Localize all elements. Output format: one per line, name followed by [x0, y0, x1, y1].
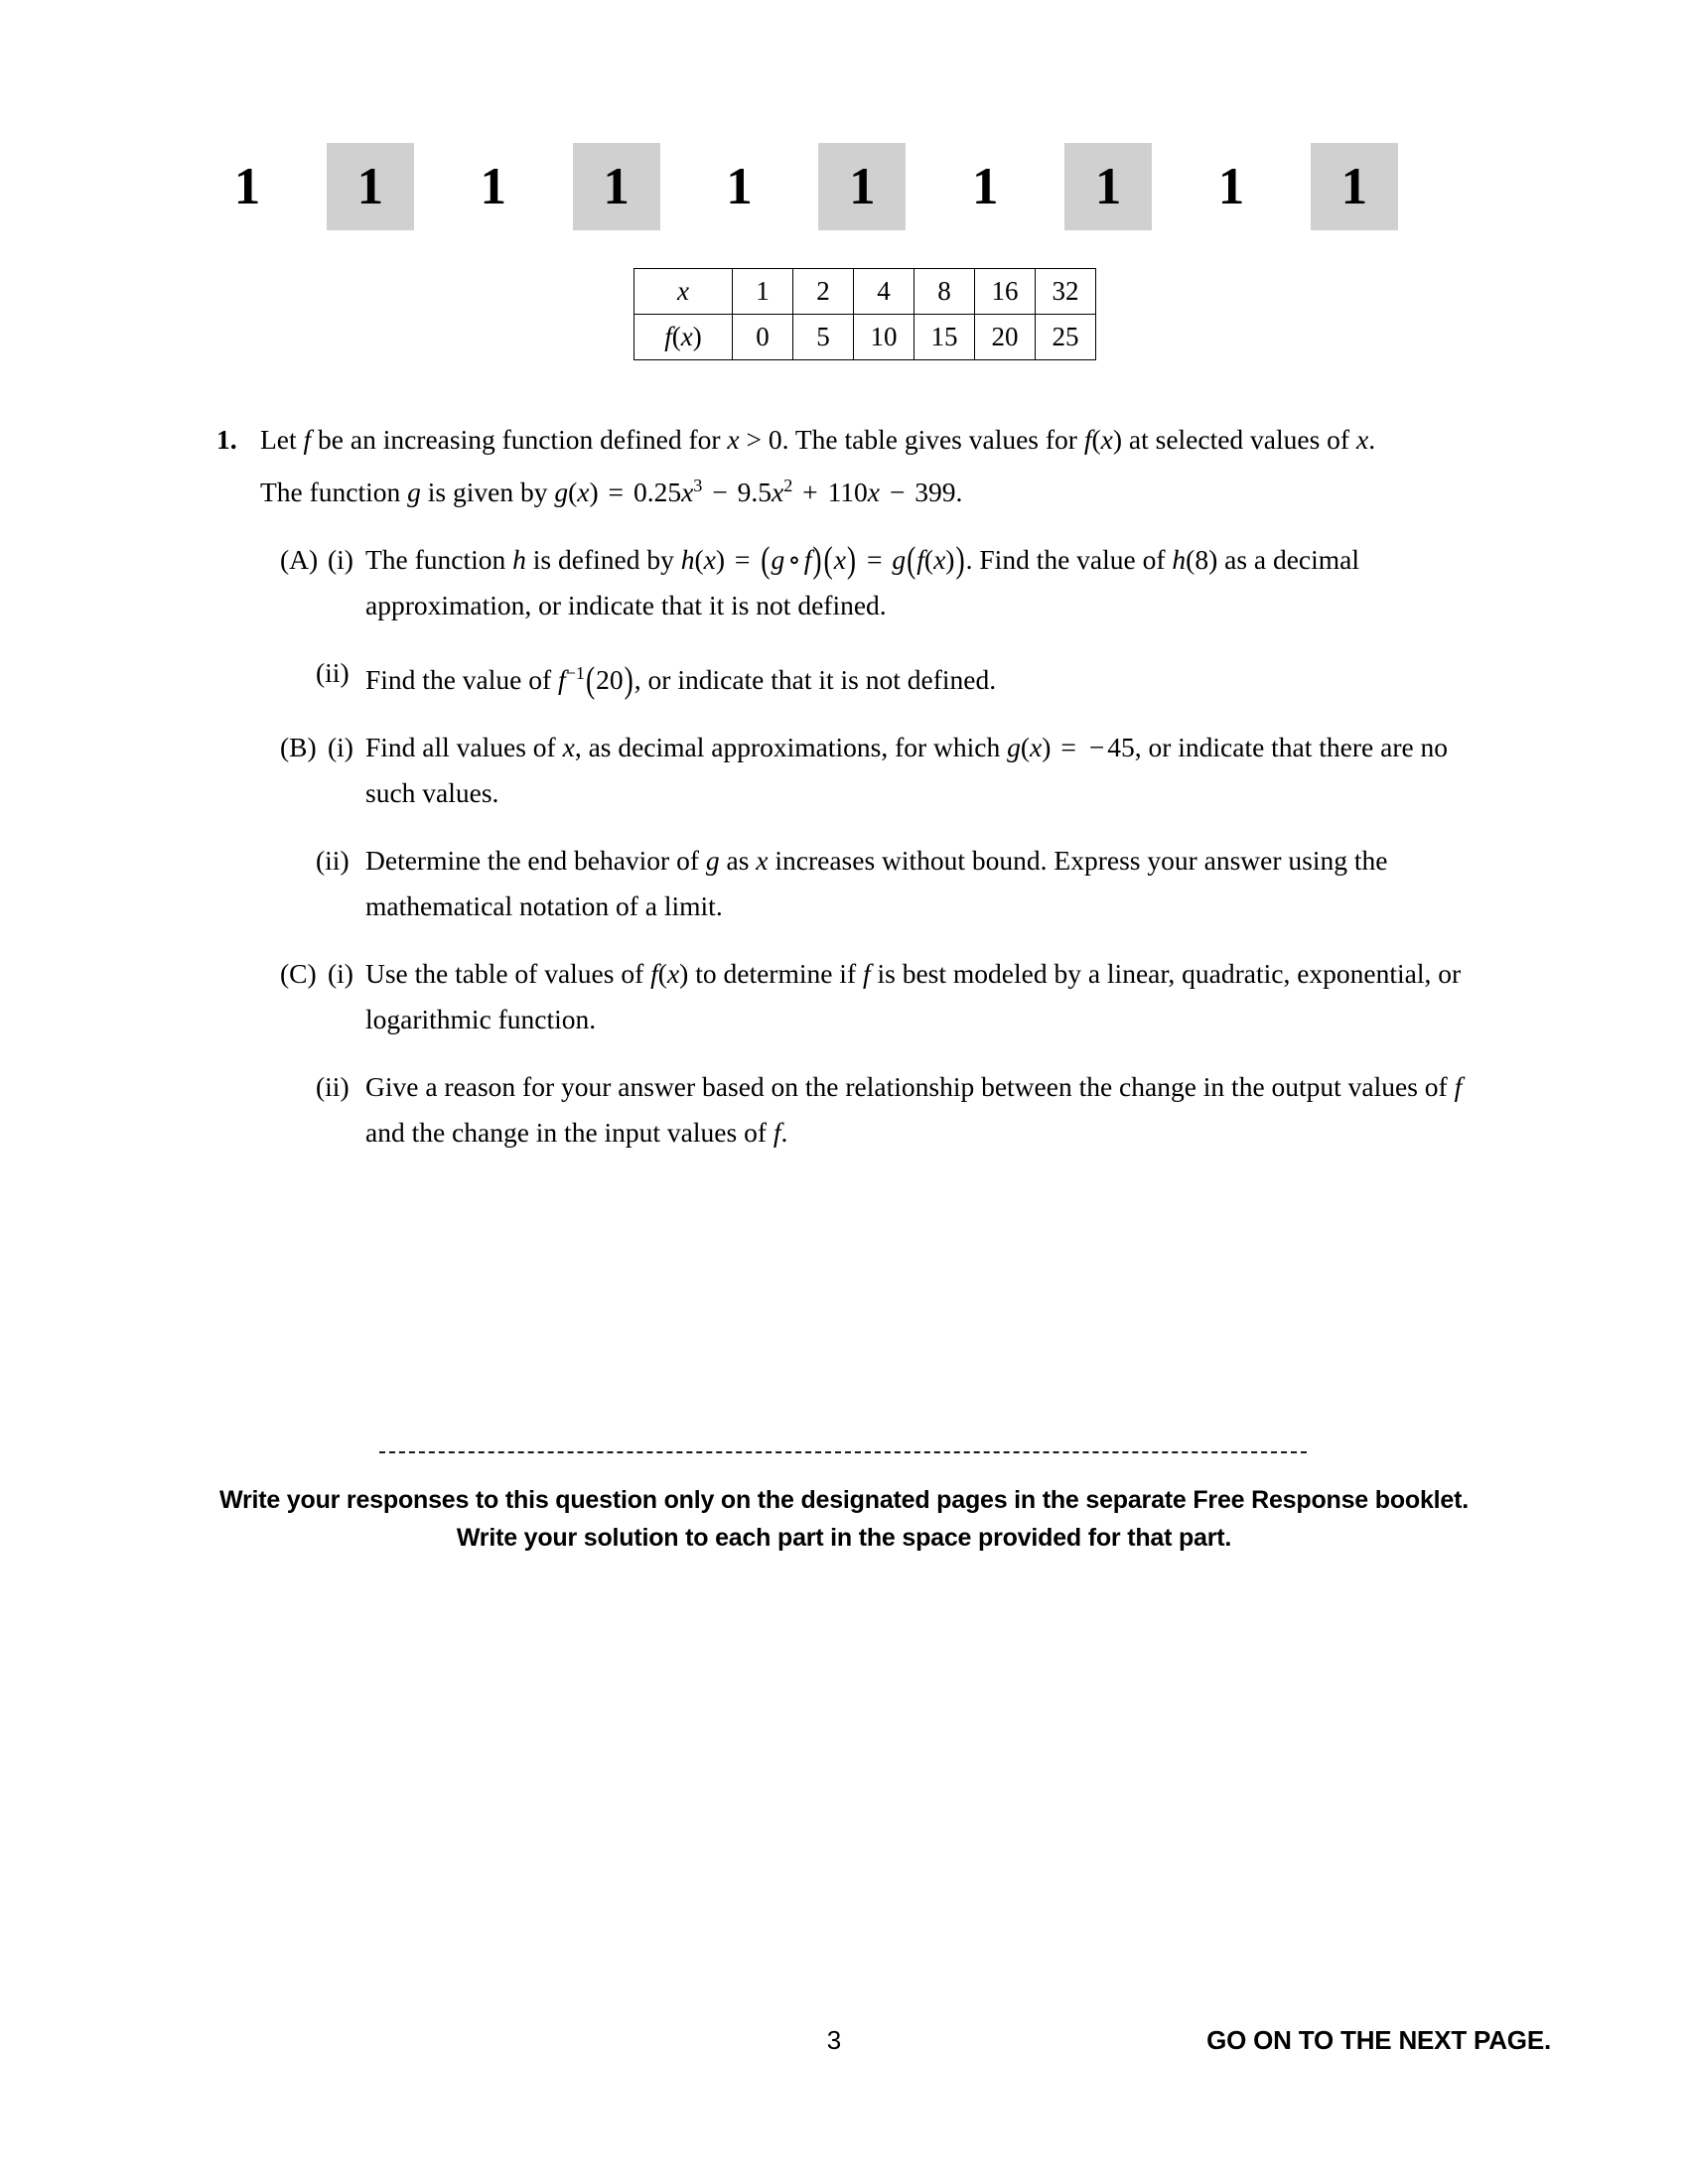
header-mark-1: 1: [233, 157, 261, 215]
part-B-item-ii-text: Determine the end behavior of g as x increases without bound. Express your answer using the mathematical notation of a limit.: [365, 845, 1388, 922]
part-A-roman-ii: (ii): [316, 657, 350, 689]
dashed-divider: [379, 1451, 1307, 1453]
header-question-marks: [216, 139, 1398, 234]
header-mark-8: 1: [1064, 143, 1152, 230]
table-cell-fx-3: 10: [854, 315, 914, 360]
part-A-roman-i: (i): [328, 544, 353, 576]
header-mark-6: 1: [818, 143, 906, 230]
part-A-item-i: [0, 537, 1688, 628]
part-B-roman-i: (i): [328, 732, 353, 763]
table-row-label-x: x: [634, 269, 733, 315]
table-cell-fx-1: 0: [733, 315, 793, 360]
part-C-roman-i: (i): [328, 958, 353, 990]
question-number: 1.: [216, 424, 237, 455]
table-cell-x-2: 2: [793, 269, 854, 315]
part-C-item-i: [0, 951, 1688, 1042]
part-B-roman-ii: (ii): [316, 845, 350, 877]
table-row-label-fx: f(x): [634, 315, 733, 360]
response-instructions: [0, 1481, 1688, 1557]
header-mark-3: 1: [480, 157, 506, 215]
part-A-item-ii-text: Find the value of $f^{-1}(20)$, or indicate that it is not defined.: [365, 658, 997, 701]
table-row-fx: [634, 315, 1096, 360]
question-body: [0, 417, 1688, 1156]
part-C-item-ii-text: Give a reason for your answer based on the relationship between the change in the output values of f and the change in the input values of f.: [365, 1071, 1463, 1149]
part-B-item-i: [0, 725, 1688, 816]
part-C-item-ii: [0, 1064, 1688, 1156]
table-cell-x-6: 32: [1036, 269, 1096, 315]
header-mark-4: 1: [573, 143, 660, 230]
table-cell-x-1: 1: [733, 269, 793, 315]
table-row-x: [634, 269, 1096, 315]
question-stem: [0, 417, 1688, 515]
table-cell-x-3: 4: [854, 269, 914, 315]
table-cell-fx-4: 15: [914, 315, 975, 360]
part-B-item-ii: [0, 838, 1688, 929]
go-on-notice: GO ON TO THE NEXT PAGE.: [1206, 2025, 1551, 2055]
table-cell-fx-5: 20: [975, 315, 1036, 360]
function-value-table: [633, 268, 1096, 360]
part-letter-A: (A): [280, 544, 319, 576]
part-B-item-i-text: Find all values of x, as decimal approximations, for which g(x) = − 45, or indicate that there are no such values.: [365, 732, 1449, 809]
part-A-item-ii: [0, 650, 1688, 703]
header-mark-2: 1: [327, 143, 414, 230]
page-number: 3: [826, 2025, 842, 2055]
part-C-roman-ii: (ii): [316, 1071, 350, 1103]
part-A-item-i-text: The function h is defined by h(x) = (g ∘ f)(x) = g(f(x)). Find the value of h(8) as a decimal approximation, or indicate that it is not defined.: [365, 538, 1360, 621]
header-mark-5: 1: [726, 157, 753, 215]
header-mark-10: 1: [1311, 143, 1398, 230]
table-cell-x-5: 16: [975, 269, 1036, 315]
response-instructions-line1: Write your responses to this question only on the designated pages in the separate Free Response booklet.: [219, 1486, 1469, 1514]
table-cell-x-4: 8: [914, 269, 975, 315]
table-cell-fx-2: 5: [793, 315, 854, 360]
header-mark-9: 1: [1217, 157, 1245, 215]
table-cell-fx-6: 25: [1036, 315, 1096, 360]
part-C-item-i-text: Use the table of values of f(x) to determine if f is best modeled by a linear, quadratic, exponential, or logarithmic function.: [365, 958, 1462, 1035]
part-letter-C: (C): [280, 958, 317, 990]
header-mark-7: 1: [972, 157, 999, 215]
response-instructions-line2: Write your solution to each part in the space provided for that part.: [456, 1524, 1232, 1552]
part-letter-B: (B): [280, 732, 317, 763]
question-stem-text: Let f be an increasing function defined for x > 0. The table gives values for f(x) at selected values of x. The function g is given by $g(x) = 0.25x^3 - 9.5x^2 + 110x - 399$.: [260, 424, 1376, 508]
